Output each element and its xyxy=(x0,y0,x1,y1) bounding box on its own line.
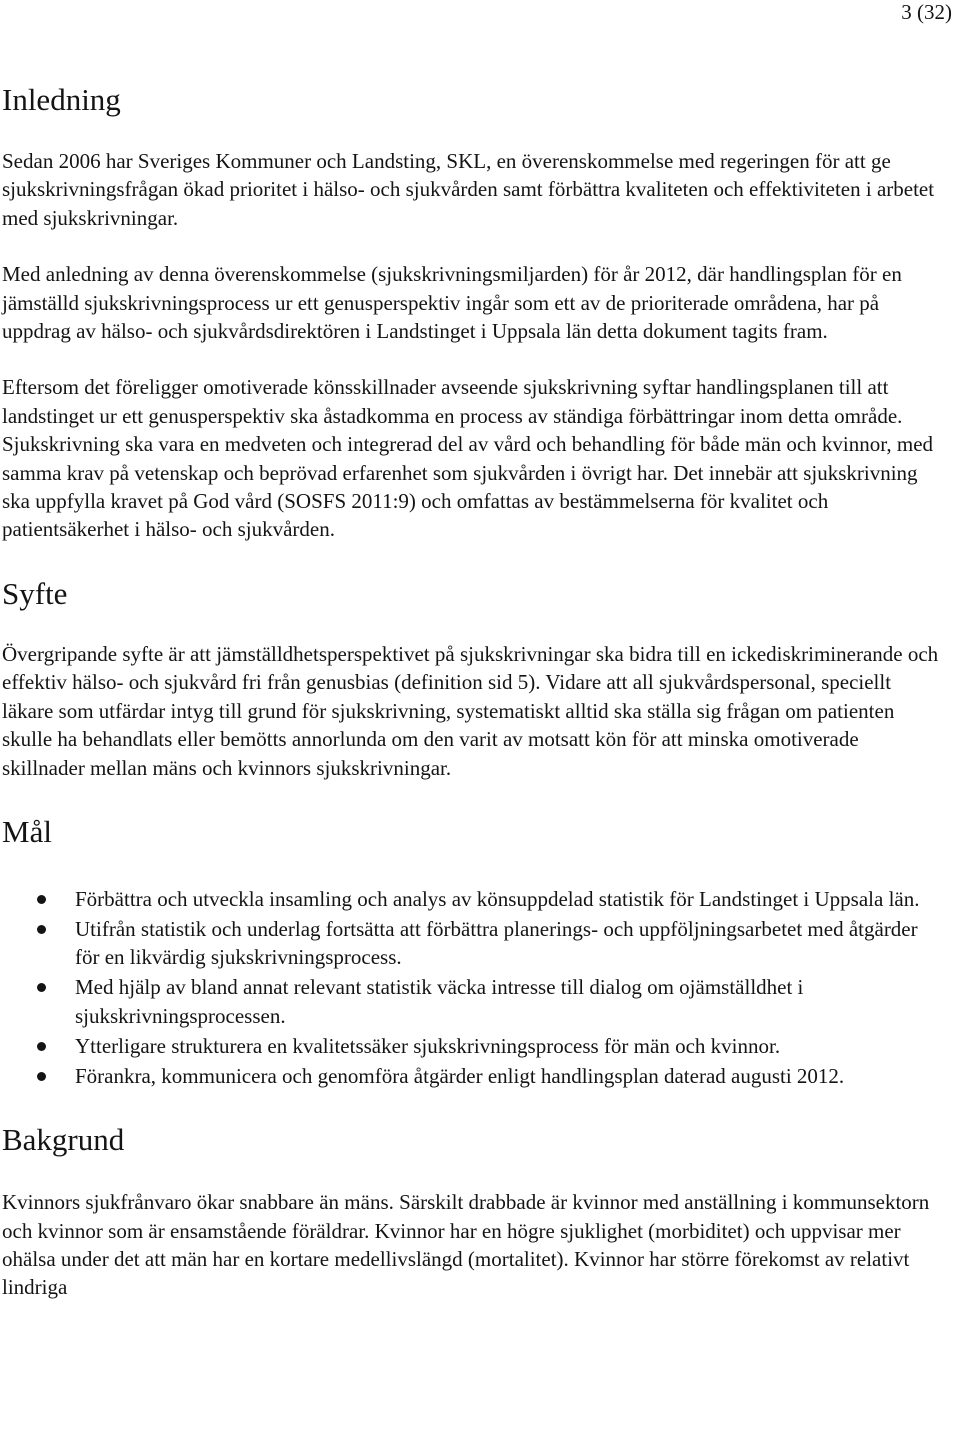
paragraph-inledning-1: Sedan 2006 har Sveriges Kommuner och Landsting, SKL, en överenskommelse med regeringen för att ge sjukskrivningsfrågan ökad prioritet i hälso- och sjukvården samt förbättra kvaliteten och effektiviteten i arbetet med sjukskrivningar. xyxy=(2,149,935,230)
list-item xyxy=(2,885,942,913)
heading-bakgrund: Bakgrund xyxy=(2,1122,125,1158)
page-number: 3 (32) xyxy=(901,0,952,24)
list-item xyxy=(2,915,942,972)
heading-inledning: Inledning xyxy=(2,82,121,117)
paragraph-inledning-3: Eftersom det föreligger omotiverade könsskillnader avseende sjukskrivning syftar handlingsplanen till att landstinget ur ett genusperspektiv ska åstadkomma en process av ständiga förbättringar inom detta område. Sjukskrivning ska vara en medveten och integrerad del av vård och behandling för både män och kvinnor, med samma krav på vetenskap och beprövad erfarenhet som sjukvården i övrigt har. Det innebär att sjukskrivning ska uppfylla kravet på God vård (SOSFS 2011:9) och omfattas av bestämmelserna för kvalitet och patientsäkerhet i hälso- och sjukvården. xyxy=(2,375,934,542)
bullet-icon xyxy=(37,895,46,904)
bullet-icon xyxy=(37,925,46,934)
heading-syfte: Syfte xyxy=(2,575,68,611)
paragraph-inledning-2: Med anledning av denna överenskommelse (sjukskrivningsmiljarden) för år 2012, där handlingsplan för en jämställd sjukskrivningsprocess ur ett genusperspektiv ingår som ett av de prioriterade områdena, har på uppdrag av hälso- och sjukvårdsdirektören i Landstinget i Uppsala län detta dokument tagits fram. xyxy=(2,262,902,344)
list-item xyxy=(2,1032,942,1060)
paragraph-bakgrund: Kvinnors sjukfrånvaro ökar snabbare än mäns. Särskilt drabbade är kvinnor med anställning i kommunsektorn och kvinnor som är ensamstående föräldrar. Kvinnor har en högre sjuklighet (morbiditet) och uppvisar mer ohälsa under det att män har en kortare medellivslängd (mortalitet). Kvinnor har större förekomst av relativt lindriga xyxy=(2,1190,930,1300)
list-item-text: Utifrån statistik och underlag fortsätta att förbättra planerings- och uppföljningsarbetet med åtgärder för en likvärdig sjukskrivningsprocess. xyxy=(75,916,918,970)
bullet-icon xyxy=(37,1042,46,1051)
bullet-icon xyxy=(37,983,46,992)
list-item xyxy=(2,973,942,1030)
list-item-text: Förbättra och utveckla insamling och analys av könsuppdelad statistik för Landstinget i Uppsala län. xyxy=(75,886,920,911)
list-item-text: Med hjälp av bland annat relevant statistik väcka intresse till dialog om ojämställdhet i sjukskrivningsprocessen. xyxy=(75,975,804,1028)
goal-list xyxy=(2,885,942,1090)
list-item-text: Ytterligare strukturera en kvalitetssäker sjukskrivningsprocess för män och kvinnor. xyxy=(75,1033,781,1058)
heading-mal: Mål xyxy=(2,813,52,849)
document-body xyxy=(2,80,942,1302)
list-item-text: Förankra, kommunicera och genomföra åtgärder enligt handlingsplan daterad augusti 2012. xyxy=(75,1063,845,1088)
paragraph-syfte: Övergripande syfte är att jämställdhetsperspektivet på sjukskrivningar ska bidra till en ickediskriminerande och effektiv hälso- och sjukvård fri från genusbias (definition sid 5). Vidare att all sjukvårdspersonal, speciellt läkare som utfärdar intyg till grund för sjukskrivning, systematiskt alltid ska ställa sig frågan om patienten skulle ha behandlats eller bemötts annorlunda om den varit av motsatt kön för att minska omotiverade skillnader mellan mäns och kvinnors sjukskrivningar. xyxy=(2,641,939,780)
list-item xyxy=(2,1062,942,1090)
bullet-icon xyxy=(37,1072,46,1081)
